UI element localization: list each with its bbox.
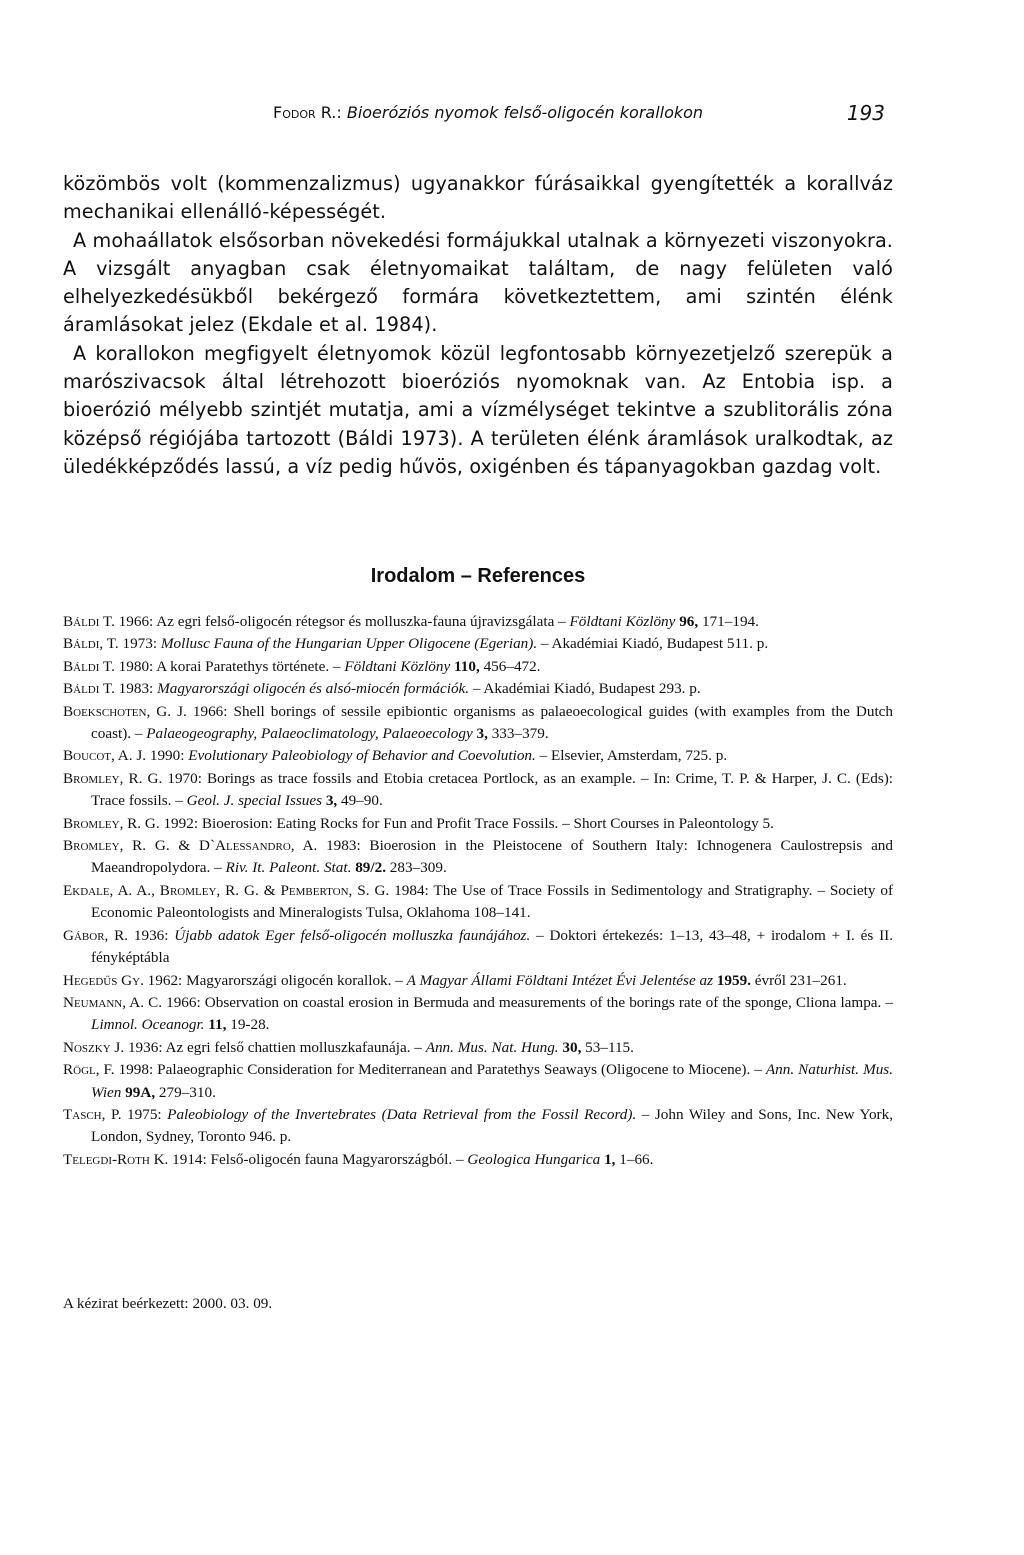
- reference-journal: Geologica Hungarica: [467, 1150, 601, 1168]
- body-paragraph: A mohaállatok elsősorban növekedési formájukkal utalnak a környezeti viszonyokra. A vizsgált anyagban csak életnyomaikat találtam, de nagy felületen való elhelyezkedésükből bekérgező formára következtettem, ami szintén élénk áramlásokat jelez (Ekdale et al. 1984).: [63, 228, 893, 337]
- reference-pages: 171–194.: [701, 613, 759, 630]
- reference-pages: – Akadémiai Kiadó, Budapest 511. p.: [540, 635, 769, 653]
- references-heading: Irodalom – References: [370, 565, 586, 587]
- body-paragraph: A korallokon megfigyelt életnyomok közül legfontosabb környezetjelző szerepük a marószivacsok által létrehozott bioeróziós nyomoknak van. Az Entobia isp. a bioerózió mélyebb szintjét mutatja, ami a vízmélységet tekintve a szublitorális zóna középső régiójába tartozott (Báldi 1973). A területen élénk áramlások uralkodtak, az üledékképződés lassú, a víz pedig hűvös, oxigénben és tápanyagokban gazdag volt.: [63, 341, 893, 478]
- reference-author: Gábor, R.: [63, 926, 129, 944]
- reference-pages: 283–309.: [389, 859, 447, 877]
- reference-item: [63, 1104, 893, 1149]
- reference-journal: Palaeogeography, Palaeoclimatology, Palaeoecology: [146, 725, 473, 743]
- reference-text: 1966: Observation on coastal erosion in Bermuda and measurements of the borings rate of the sponge, Cliona lampa. –: [166, 993, 894, 1011]
- reference-item: [63, 745, 893, 767]
- body-paragraph: közömbös volt (kommenzalizmus) ugyanakkor fúrásaikkal gyengítették a korallváz mechanikai ellenálló-képességét.: [63, 172, 893, 224]
- reference-author: Bromley, R. G.: [63, 814, 160, 832]
- reference-journal: Földtani Közlöny: [344, 657, 451, 675]
- reference-volume: 99A,: [125, 1083, 156, 1101]
- reference-journal: Geol. J. special Issues: [186, 792, 323, 810]
- reference-volume: 11,: [208, 1016, 227, 1034]
- reference-volume: 89/2.: [355, 859, 386, 877]
- reference-volume: 1959.: [716, 971, 751, 989]
- body-text: [63, 170, 893, 481]
- reference-volume: 3,: [476, 725, 488, 743]
- reference-pages: 333–379.: [491, 725, 549, 743]
- reference-pages: – Doktori értekezés: 1–13, 43–48, + irodalom + I. és II. fényképtábla: [91, 926, 893, 967]
- reference-pages: – Akadémiai Kiadó, Budapest 293. p.: [472, 680, 701, 698]
- reference-author: Hegedűs Gy.: [63, 971, 144, 989]
- reference-text: 1990:: [149, 747, 185, 765]
- reference-item: [63, 678, 893, 700]
- reference-journal: Földtani Közlöny: [569, 613, 676, 630]
- reference-text: 1983: Bioerosion in the Pleistocene of Southern Italy: Ichnogenera Caulostrepsis and Maeandropolydora. –: [91, 837, 893, 877]
- reference-author: Noszky J.: [63, 1038, 125, 1056]
- reference-item: [63, 813, 893, 835]
- reference-pages: 49–90.: [341, 792, 383, 810]
- reference-volume: 30,: [562, 1038, 582, 1056]
- reference-pages: 1–66.: [619, 1150, 654, 1168]
- reference-journal: Evolutionary Paleobiology of Behavior and Coevolution.: [188, 747, 536, 765]
- reference-volume: 3,: [325, 792, 338, 810]
- reference-item: [63, 970, 893, 992]
- reference-author: Boekschoten, G. J.: [63, 702, 187, 720]
- reference-item: [63, 1149, 893, 1171]
- reference-item: [63, 1059, 893, 1104]
- references-list: [63, 611, 893, 1171]
- reference-author: Telegdi-Roth K.: [63, 1150, 169, 1168]
- reference-item: [63, 992, 893, 1037]
- reference-author: Báldi T.: [63, 613, 115, 630]
- reference-text: 1980: A korai Paratethys története. –: [118, 657, 341, 675]
- reference-item: [63, 835, 893, 880]
- reference-author: Báldi, T.: [63, 635, 119, 653]
- reference-text: 1998: Palaeographic Consideration for Mediterranean and Paratethys Seaways (Oligocene to Miocene). –: [118, 1061, 762, 1079]
- received-date: A kézirat beérkezett: 2000. 03. 09.: [63, 1295, 273, 1312]
- reference-pages: évről 231–261.: [754, 971, 847, 989]
- reference-item: [63, 925, 893, 970]
- reference-author: Tasch, P.: [63, 1105, 122, 1123]
- reference-item: [63, 701, 893, 746]
- reference-journal: Magyarországi oligocén és alsó-miocén formációk.: [157, 680, 470, 698]
- reference-pages: 53–115.: [585, 1038, 634, 1056]
- reference-text: 1992: Bioerosion: Eating Rocks for Fun and Profit Trace Fossils. – Short Courses in Paleontology 5.: [163, 814, 774, 832]
- reference-journal: A Magyar Állami Földtani Intézet Évi Jelentése az: [406, 971, 713, 989]
- reference-volume: 110,: [454, 657, 480, 675]
- reference-item: [63, 768, 893, 813]
- reference-author: Báldi T.: [63, 657, 115, 675]
- reference-item: [63, 1037, 893, 1059]
- reference-text: 1936: Az egri felső chattien molluszkafaunája. –: [127, 1038, 422, 1056]
- reference-volume: 1,: [604, 1150, 616, 1168]
- reference-text: 1975:: [127, 1105, 162, 1123]
- reference-author: Boucot, A. J.: [63, 747, 147, 765]
- reference-text: 1966: Az egri felső-oligocén rétegsor és molluszka-fauna újravizsgálata –: [118, 613, 566, 630]
- reference-author: Rögl, F.: [63, 1061, 115, 1079]
- reference-volume: 96,: [679, 613, 699, 630]
- running-head: [63, 103, 893, 133]
- reference-text: 1966: Shell borings of sessile epibiontic organisms as palaeoecological guides (with examples from the Dutch coast). –: [91, 702, 893, 743]
- reference-journal: Mollusc Fauna of the Hungarian Upper Oligocene (Egerian).: [160, 635, 538, 653]
- reference-pages: 456–472.: [483, 657, 541, 675]
- page-number: 193: [846, 101, 885, 125]
- running-head-text: [273, 103, 703, 122]
- reference-item: [63, 880, 893, 925]
- reference-journal: Újabb adatok Eger felső-oligocén molluszka faunájához.: [174, 926, 531, 944]
- running-head-author: Fodor R.:: [273, 103, 342, 122]
- reference-item: [63, 656, 893, 678]
- reference-text: 1936:: [133, 926, 169, 944]
- reference-author: Bromley, R. G. & D`Alessandro, A.: [63, 837, 318, 855]
- running-head-title: Bioeróziós nyomok felső-oligocén korallokon: [346, 103, 704, 122]
- reference-item: [63, 633, 893, 655]
- reference-journal: Limnol. Oceanogr.: [91, 1016, 205, 1034]
- reference-author: Ekdale, A. A., Bromley, R. G. & Pemberton, S. G.: [63, 881, 390, 899]
- reference-author: Neumann, A. C.: [63, 993, 163, 1011]
- reference-journal: Ann. Mus. Nat. Hung.: [425, 1038, 559, 1056]
- reference-pages: – John Wiley and Sons, Inc. New York, London, Sydney, Toronto 946. p.: [91, 1105, 894, 1146]
- reference-text: 1970: Borings as trace fossils and Etobia cretacea Portlock, as an example. – In: Crime, T. P. & Harper, J. C. (Eds): Trace fossils. –: [91, 769, 894, 810]
- reference-pages: 19-28.: [230, 1016, 270, 1034]
- reference-journal: Paleobiology of the Invertebrates (Data Retrieval from the Fossil Record).: [167, 1105, 637, 1123]
- reference-text: 1973:: [122, 635, 158, 653]
- reference-author: Báldi T.: [63, 680, 115, 698]
- reference-journal: Ann. Naturhist. Mus. Wien: [91, 1061, 894, 1101]
- reference-pages: – Elsevier, Amsterdam, 725. p.: [539, 747, 728, 765]
- reference-journal: Riv. It. Paleont. Stat.: [225, 859, 352, 877]
- reference-text: 1962: Magyarországi oligocén korallok. –: [147, 971, 403, 989]
- reference-pages: 279–310.: [158, 1083, 216, 1101]
- reference-text: 1983:: [118, 680, 154, 698]
- reference-text: 1984: The Use of Trace Fossils in Sedimentology and Stratigraphy. – Society of Economic Paleontologists and Mineralogists Tulsa, Oklahoma 108–141.: [91, 881, 894, 922]
- reference-author: Bromley, R. G.: [63, 769, 163, 787]
- reference-text: 1914: Felső-oligocén fauna Magyarországból. –: [172, 1150, 464, 1168]
- reference-item: [63, 611, 893, 633]
